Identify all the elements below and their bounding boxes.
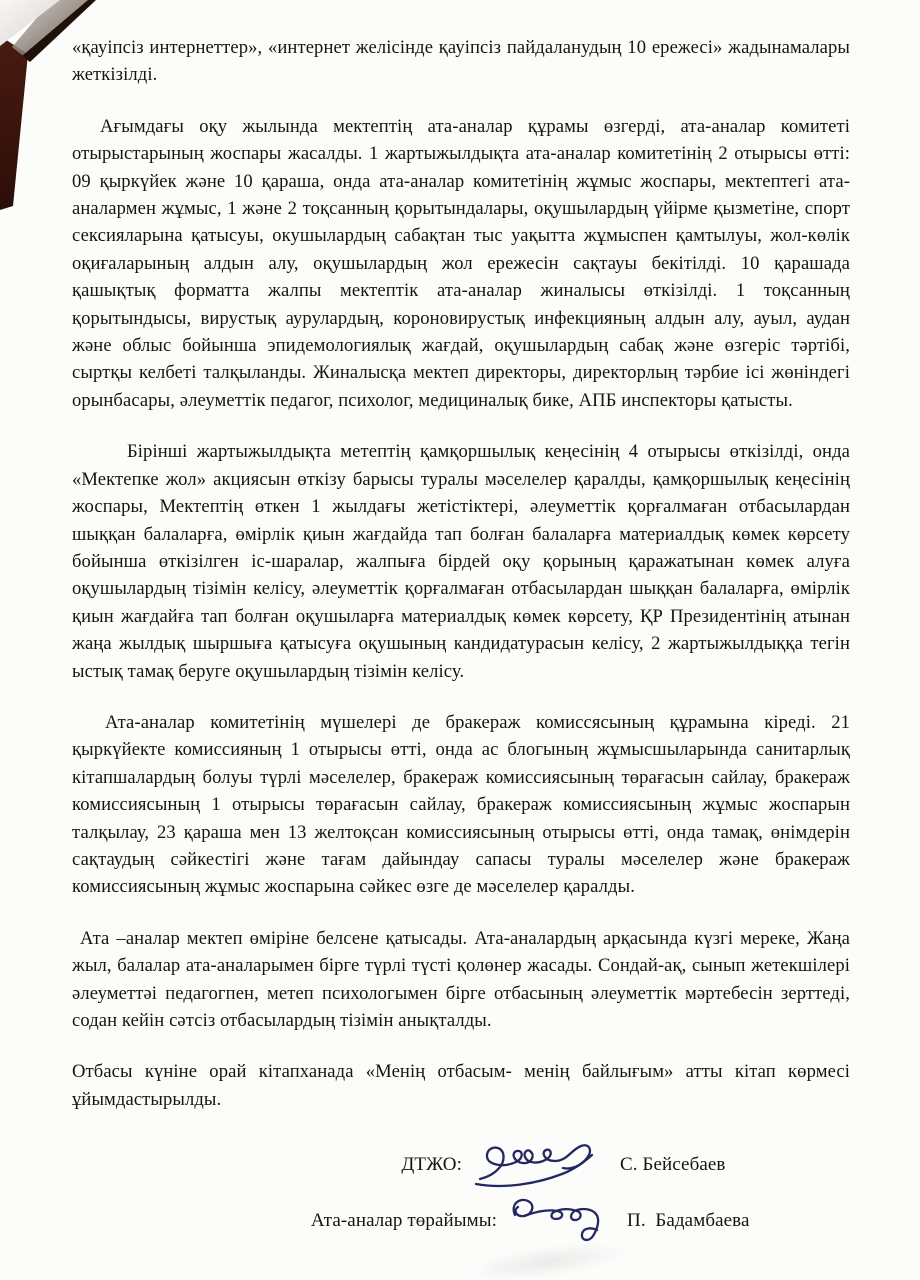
- paragraph-trustee-council: Бірінші жартыжылдықта метептің қамқоршылық кеңесінің 4 отырысы өткізілді, онда «Мектепке жол» акциясын өткізу барысы туралы мәселелер қаралды, қамқоршылық кеңесінің жоспары, Мектептің өткен 1 жылдағы жетістіктері, әлеуметтік қорғалмаған отбасылардан шыққан балаларға, өмірлік қиын жағдайда тап болған балаларға материалдық көмек көрсету бойынша өткізілген іс-шаралар, жалпыға бірдей оқу қорының қаражатынан көмек алуға оқушылардың тізімін келісу, әлеуметтік қорғалмаған отбасылардан шыққан балаларға, өмірлік қиын жағдайға тап болған оқушыларға материалдық көмек көрсету, ҚР Президентінің атынан жаңа жылдық шыршыға қатысуға оқушының кандидатурасын келісу, 2 жартыжылдыққа тегін ыстық тамақ беруге оқушылардың тізімін келісу.: [72, 441, 850, 682]
- signature-label-parent-chair: Ата-аналар төрайымы:: [310, 1209, 497, 1231]
- paragraph-book-exhibition: Отбасы күніне орай кітапханада «Менің отбасым- менің байлығым» атты кітап көрмесі ұйымдастырылды.: [72, 1061, 850, 1110]
- signatory-name-badambaeva: П. Бадамбаева: [627, 1209, 750, 1231]
- signature-label-dtjo: ДТЖО:: [401, 1153, 462, 1175]
- signature-row-parent-chair: [252, 1193, 850, 1247]
- paragraph-brakerage-commission: Ата-аналар комитетінің мүшелері де бракераж комиссясының құрамына кіреді. 21 қыркүйекте комиссияның 1 отырысы өтті, онда ас блогының жұмысшыларында санитарлық кітапшалардың болуы түрлі мәселелер, бракераж комиссиясының төрағасын сайлау, бракераж комиссиясының 1 отырысы төрағасын сайлау, бракераж комиссиясының жұмыс жоспарын талқылау, 23 қараша мен 13 желтоқсан комиссиясының отырысы өтті, онда тамақ, өнімдерін сақтаудың сәйкестігі және тағам дайындау сапасы туралы мәселелер және бракераж комиссиясының жұмыс жоспарына сәйкес өзге де мәселелер қаралды.: [72, 711, 850, 898]
- paragraph-parent-committee: Ағымдағы оқу жылында мектептің ата-аналар құрамы өзгерді, ата-аналар комитеті отырыстарының жоспары жасалды. 1 жартыжылдықта ата-аналар комитетінің 2 отырысы өтті: 09 қыркүйек және 10 қараша, онда ата-аналар комитетінің жұмыс жоспары, мектептегі ата-аналармен жұмыс, 1 және 2 тоқсанның қорытындалары, оқушылардың үйірме қызметіне, спорт сексияларына қатысуы, окушылардың сабақтан тыс уақытта жұмыспен қамтылуы, жол-көлік оқиғаларының алдын алу, оқушылардың жол ережесін сақтауы бекітілді. 10 қарашада қашықтық форматта жалпы мектептік ата-аналар жиналысы өткізілді. 1 тоқсанның қорытындысы, вирустық аурулардың, короновирустық инфекцияның алдын алу, ауыл, аудан және облыс бойынша эпидемологиялық жағдай, оқушылардың сабақ және өзгеріс тәртібі, сыртқы келбеті талқыланды. Жиналысқа мектеп директоры, директорлың тәрбие ісі жөніндегі орынбасары, әлеуметтік педагог, психолог, медициналық бике, АПБ инспекторы қатысты.: [72, 115, 850, 411]
- report-text: [72, 34, 850, 1247]
- paragraph-memo-intro: «қауіпсіз интернеттер», «интернет желісінде қауіпсіз пайдаланудың 10 ережесі» жадынамалары жеткізілді.: [72, 37, 850, 86]
- signatory-name-beisebaev: С. Бейсебаев: [620, 1153, 726, 1175]
- signature-row-dtjo: [252, 1137, 850, 1191]
- paragraph-parent-activity: Ата –аналар мектеп өміріне белсене қатысады. Ата-аналардың арқасында күзгі мереке, Жаңа жыл, балалар ата-аналарымен бірге түрлі түсті қолөнер жасады. Сондай-ақ, сынып жетекшілері әлеуметтәі педагогпен, метеп психологымен бірге отбасының әлеуметтік мәртебесін зерттеді, содан кейін сәтсіз отбасылардың тізімін анықталды.: [72, 927, 850, 1031]
- desk-corner-wedge: [0, 36, 28, 210]
- signature-ink-beisebaev: [470, 1137, 602, 1191]
- signature-block: [72, 1137, 850, 1247]
